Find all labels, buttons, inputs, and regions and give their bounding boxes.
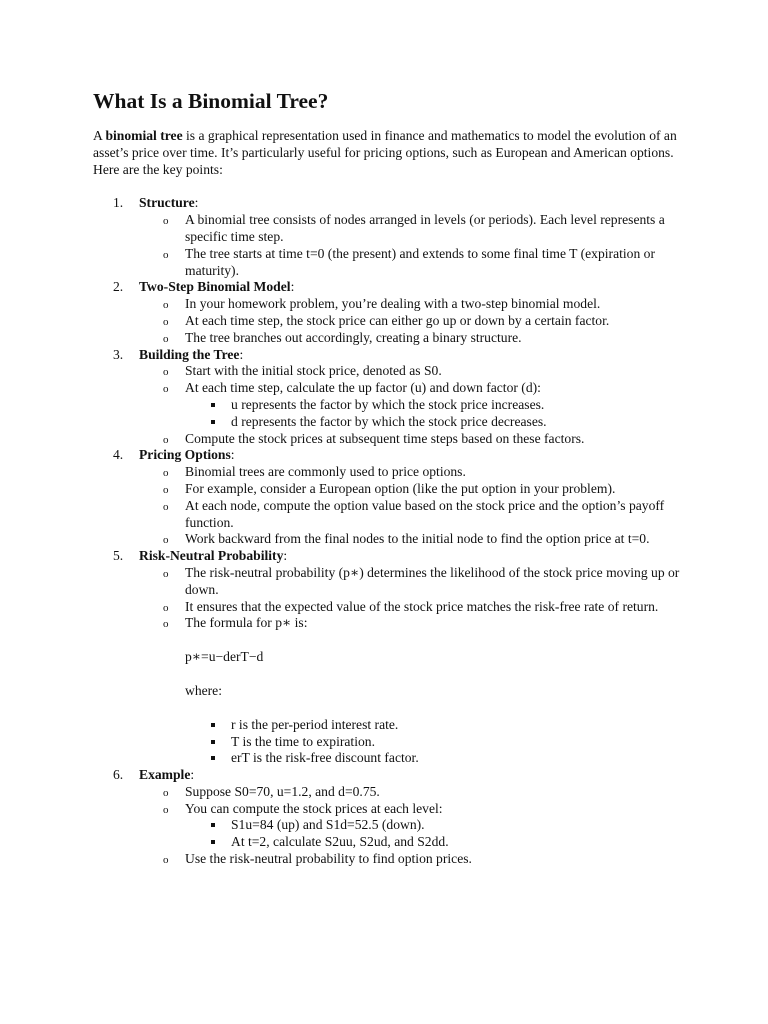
list-item-text: It ensures that the expected value of the stock price matches the risk-free rate of return.: [185, 598, 659, 614]
list-item: [139, 615, 683, 767]
section-number: 3.: [113, 346, 124, 362]
circle-bullet-icon: o: [163, 315, 169, 328]
list-item: [139, 498, 683, 532]
key-points-list: [93, 195, 683, 867]
list-item: [139, 599, 683, 616]
circle-bullet-icon: o: [163, 467, 169, 480]
square-bullet-icon: [211, 403, 215, 407]
section-heading: Example: [139, 767, 191, 783]
circle-bullet-icon: o: [163, 567, 169, 580]
list-item-text: The risk-neutral probability (p∗) determines the likelihood of the stock price moving up or down.: [185, 564, 680, 597]
section-structure: [93, 195, 683, 279]
page-title: What Is a Binomial Tree?: [93, 89, 329, 113]
intro-prefix: A: [93, 128, 106, 143]
list-item-text: At each node, compute the option value based on the stock price and the option’s payoff function.: [185, 497, 665, 530]
list-item-text: Suppose S0=70, u=1.2, and d=0.75.: [185, 783, 380, 799]
list-item: [139, 246, 683, 280]
sub-item-text: u represents the factor by which the stock price increases.: [231, 396, 545, 412]
list-item-text: Use the risk-neutral probability to find option prices.: [185, 851, 472, 867]
list-item-text: The tree branches out accordingly, creating a binary structure.: [185, 329, 522, 345]
sub-list-item: [185, 834, 683, 851]
heading-colon: :: [194, 195, 199, 211]
heading-colon: :: [239, 346, 244, 362]
list-item: [139, 481, 683, 498]
section-pricing-options: [93, 447, 683, 548]
section-number: 6.: [113, 767, 124, 783]
section-number: 4.: [113, 447, 124, 463]
sub-list-item: [185, 414, 683, 431]
circle-bullet-icon: o: [163, 433, 169, 446]
list-item: [139, 784, 683, 801]
square-bullet-icon: [211, 740, 215, 744]
list-item: [139, 363, 683, 380]
list-item: [139, 565, 683, 599]
square-bullet-icon: [211, 823, 215, 827]
section-two-step-model: [93, 279, 683, 346]
sub-item-text: S1u=84 (up) and S1d=52.5 (down).: [231, 817, 425, 833]
section-number: 1.: [113, 195, 124, 211]
section-heading: Risk-Neutral Probability: [139, 548, 284, 564]
sub-list-item: [185, 750, 683, 767]
sub-item-text: r is the per-period interest rate.: [231, 716, 399, 732]
list-item-text: Compute the stock prices at subsequent time steps based on these factors.: [185, 430, 585, 446]
intro-paragraph: [93, 128, 683, 178]
list-item-text: A binomial tree consists of nodes arranged in levels (or periods). Each level represents a specific time step.: [185, 212, 665, 244]
list-item: [139, 296, 683, 313]
circle-bullet-icon: o: [163, 215, 169, 228]
square-bullet-icon: [211, 756, 215, 760]
section-building-tree: [93, 347, 683, 448]
intro-text: is a graphical representation used in finance and mathematics to model the evolution of an asset’s price over time. It’s particularly useful for pricing options, such as European and American options. Here are the key points:: [93, 128, 677, 177]
list-item-text: At each time step, the stock price can either go up or down by a certain factor.: [185, 312, 610, 328]
list-item: [139, 531, 683, 548]
list-item-text: Start with the initial stock price, denoted as S0.: [185, 363, 442, 379]
circle-bullet-icon: o: [163, 618, 169, 631]
section-number: 5.: [113, 548, 124, 564]
sub-list-item: [185, 734, 683, 751]
section-heading: Structure: [139, 195, 195, 211]
heading-colon: :: [283, 548, 288, 564]
list-item: [139, 431, 683, 448]
list-item: [139, 851, 683, 868]
intro-term: binomial tree: [105, 128, 183, 143]
list-item-text: For example, consider a European option (like the put option in your problem).: [185, 480, 616, 496]
list-item-text: In your homework problem, you’re dealing with a two-step binomial model.: [185, 296, 601, 312]
heading-colon: :: [230, 447, 235, 463]
circle-bullet-icon: o: [163, 534, 169, 547]
section-number: 2.: [113, 279, 124, 295]
sub-item-text: erT is the risk-free discount factor.: [231, 750, 419, 766]
circle-bullet-icon: o: [163, 248, 169, 261]
section-heading: Building the Tree: [139, 346, 240, 362]
section-heading: Pricing Options: [139, 447, 231, 463]
list-item-text: Binomial trees are commonly used to price options.: [185, 464, 466, 480]
list-item-text: At each time step, calculate the up factor (u) and down factor (d):: [185, 380, 541, 396]
circle-bullet-icon: o: [163, 483, 169, 496]
circle-bullet-icon: o: [163, 383, 169, 396]
square-bullet-icon: [211, 420, 215, 424]
list-item: [139, 212, 683, 246]
circle-bullet-icon: o: [163, 332, 169, 345]
sub-item-text: At t=2, calculate S2uu, S2ud, and S2dd.: [231, 834, 449, 850]
list-item: [139, 313, 683, 330]
section-heading: Two-Step Binomial Model: [139, 279, 291, 295]
sub-list-item: [185, 717, 683, 734]
sub-item-text: T is the time to expiration.: [231, 733, 375, 749]
list-item: [139, 801, 683, 851]
circle-bullet-icon: o: [163, 803, 169, 816]
section-example: [93, 767, 683, 868]
heading-colon: :: [190, 767, 195, 783]
square-bullet-icon: [211, 723, 215, 727]
section-risk-neutral: [93, 548, 683, 767]
list-item-text: You can compute the stock prices at each level:: [185, 800, 443, 816]
formula: p∗=u−derT−d: [185, 649, 264, 665]
where-label: where:: [185, 682, 222, 698]
sub-list-item: [185, 397, 683, 414]
list-item: [139, 380, 683, 430]
list-item-text: Work backward from the final nodes to the initial node to find the option price at t=0.: [185, 531, 650, 547]
square-bullet-icon: [211, 840, 215, 844]
list-item: [139, 464, 683, 481]
circle-bullet-icon: o: [163, 854, 169, 867]
circle-bullet-icon: o: [163, 299, 169, 312]
circle-bullet-icon: o: [163, 601, 169, 614]
circle-bullet-icon: o: [163, 786, 169, 799]
sub-list-item: [185, 817, 683, 834]
circle-bullet-icon: o: [163, 500, 169, 513]
heading-colon: :: [290, 279, 295, 295]
list-item: [139, 330, 683, 347]
list-item-text: The formula for p∗ is:: [185, 615, 308, 631]
list-item-text: The tree starts at time t=0 (the present) and extends to some final time T (expiration or maturity).: [185, 245, 655, 278]
document-page: [93, 88, 683, 868]
sub-item-text: d represents the factor by which the stock price decreases.: [231, 413, 547, 429]
circle-bullet-icon: o: [163, 366, 169, 379]
